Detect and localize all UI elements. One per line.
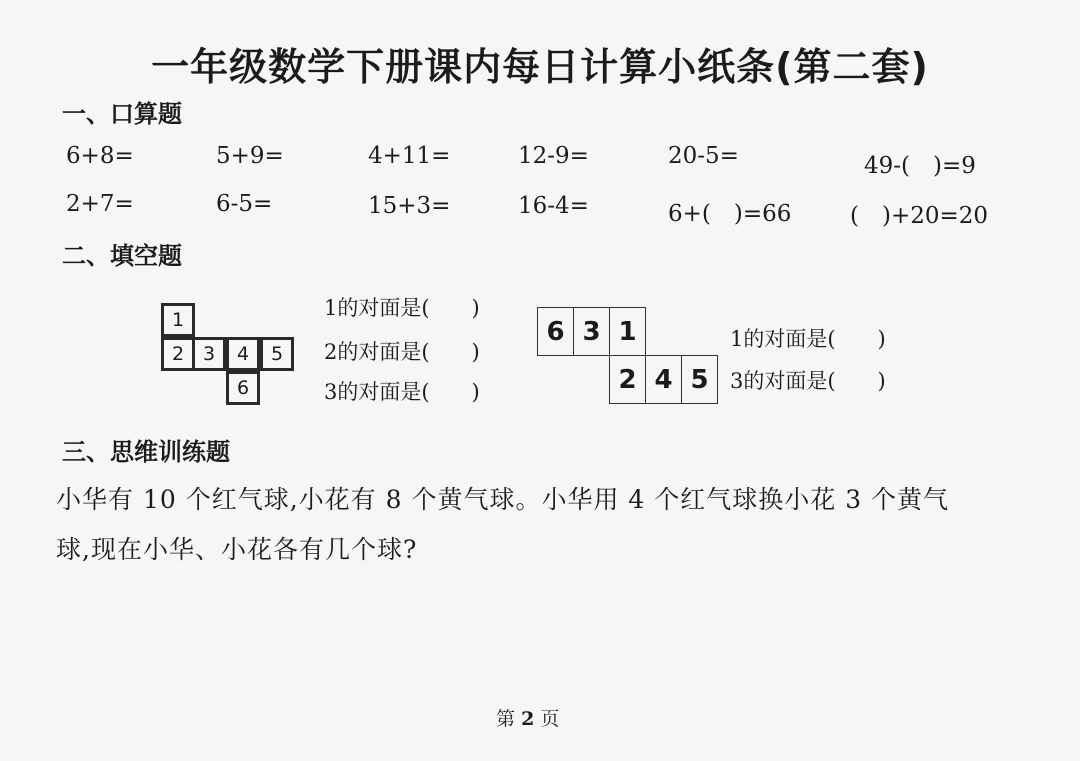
- page-number-suffix: 页: [540, 708, 560, 730]
- page-number-prefix: 第: [496, 708, 516, 730]
- net-face: 4: [645, 355, 682, 404]
- oral-problem: 5+9=: [216, 143, 284, 169]
- net1-question-1: 1的对面是( ): [324, 296, 480, 320]
- net-face: 6: [226, 371, 260, 405]
- net-face: 3: [573, 307, 610, 356]
- page-title: 一年级数学下册课内每日计算小纸条(第二套): [151, 45, 929, 89]
- oral-problem: 49-( )=9: [864, 153, 976, 179]
- net-face: 6: [537, 307, 574, 356]
- oral-problem: 6-5=: [216, 191, 273, 217]
- page-number-value: 2: [521, 708, 535, 730]
- word-problem-line-2: 球,现在小华、小花各有几个球?: [56, 535, 418, 564]
- net-face: 5: [260, 337, 294, 371]
- oral-problem: ( )+20=20: [850, 203, 989, 229]
- net-face: 3: [192, 337, 226, 371]
- oral-problem: 20-5=: [668, 143, 739, 169]
- oral-problem: 12-9=: [518, 143, 589, 169]
- oral-problem: 15+3=: [368, 193, 451, 219]
- oral-problem: 6+8=: [66, 143, 134, 169]
- section-heading-fill: 二、填空题: [62, 242, 182, 270]
- page-number: [496, 704, 559, 731]
- oral-problem: 2+7=: [66, 191, 134, 217]
- net-face: 2: [609, 355, 646, 404]
- cube-net-1: [161, 303, 297, 406]
- cube-net-2: [537, 307, 722, 415]
- oral-problem: 6+( )=66: [668, 201, 792, 227]
- net-face: 1: [609, 307, 646, 356]
- section-heading-thinking: 三、思维训练题: [62, 438, 230, 466]
- net2-question-1: 1的对面是( ): [730, 327, 886, 351]
- section-heading-oral: 一、口算题: [62, 100, 182, 128]
- net-face: 4: [226, 337, 260, 371]
- oral-problem: 4+11=: [368, 143, 451, 169]
- net1-question-2: 2的对面是( ): [324, 340, 480, 364]
- word-problem-line-1: 小华有 10 个红气球,小花有 8 个黄气球。小华用 4 个红气球换小花 3 个黄气: [56, 485, 950, 514]
- net2-question-2: 3的对面是( ): [730, 369, 886, 393]
- net-face: 1: [161, 303, 195, 337]
- net-face: 2: [161, 337, 195, 371]
- oral-problem: 16-4=: [518, 193, 589, 219]
- net1-question-3: 3的对面是( ): [324, 380, 480, 404]
- net-face: 5: [681, 355, 718, 404]
